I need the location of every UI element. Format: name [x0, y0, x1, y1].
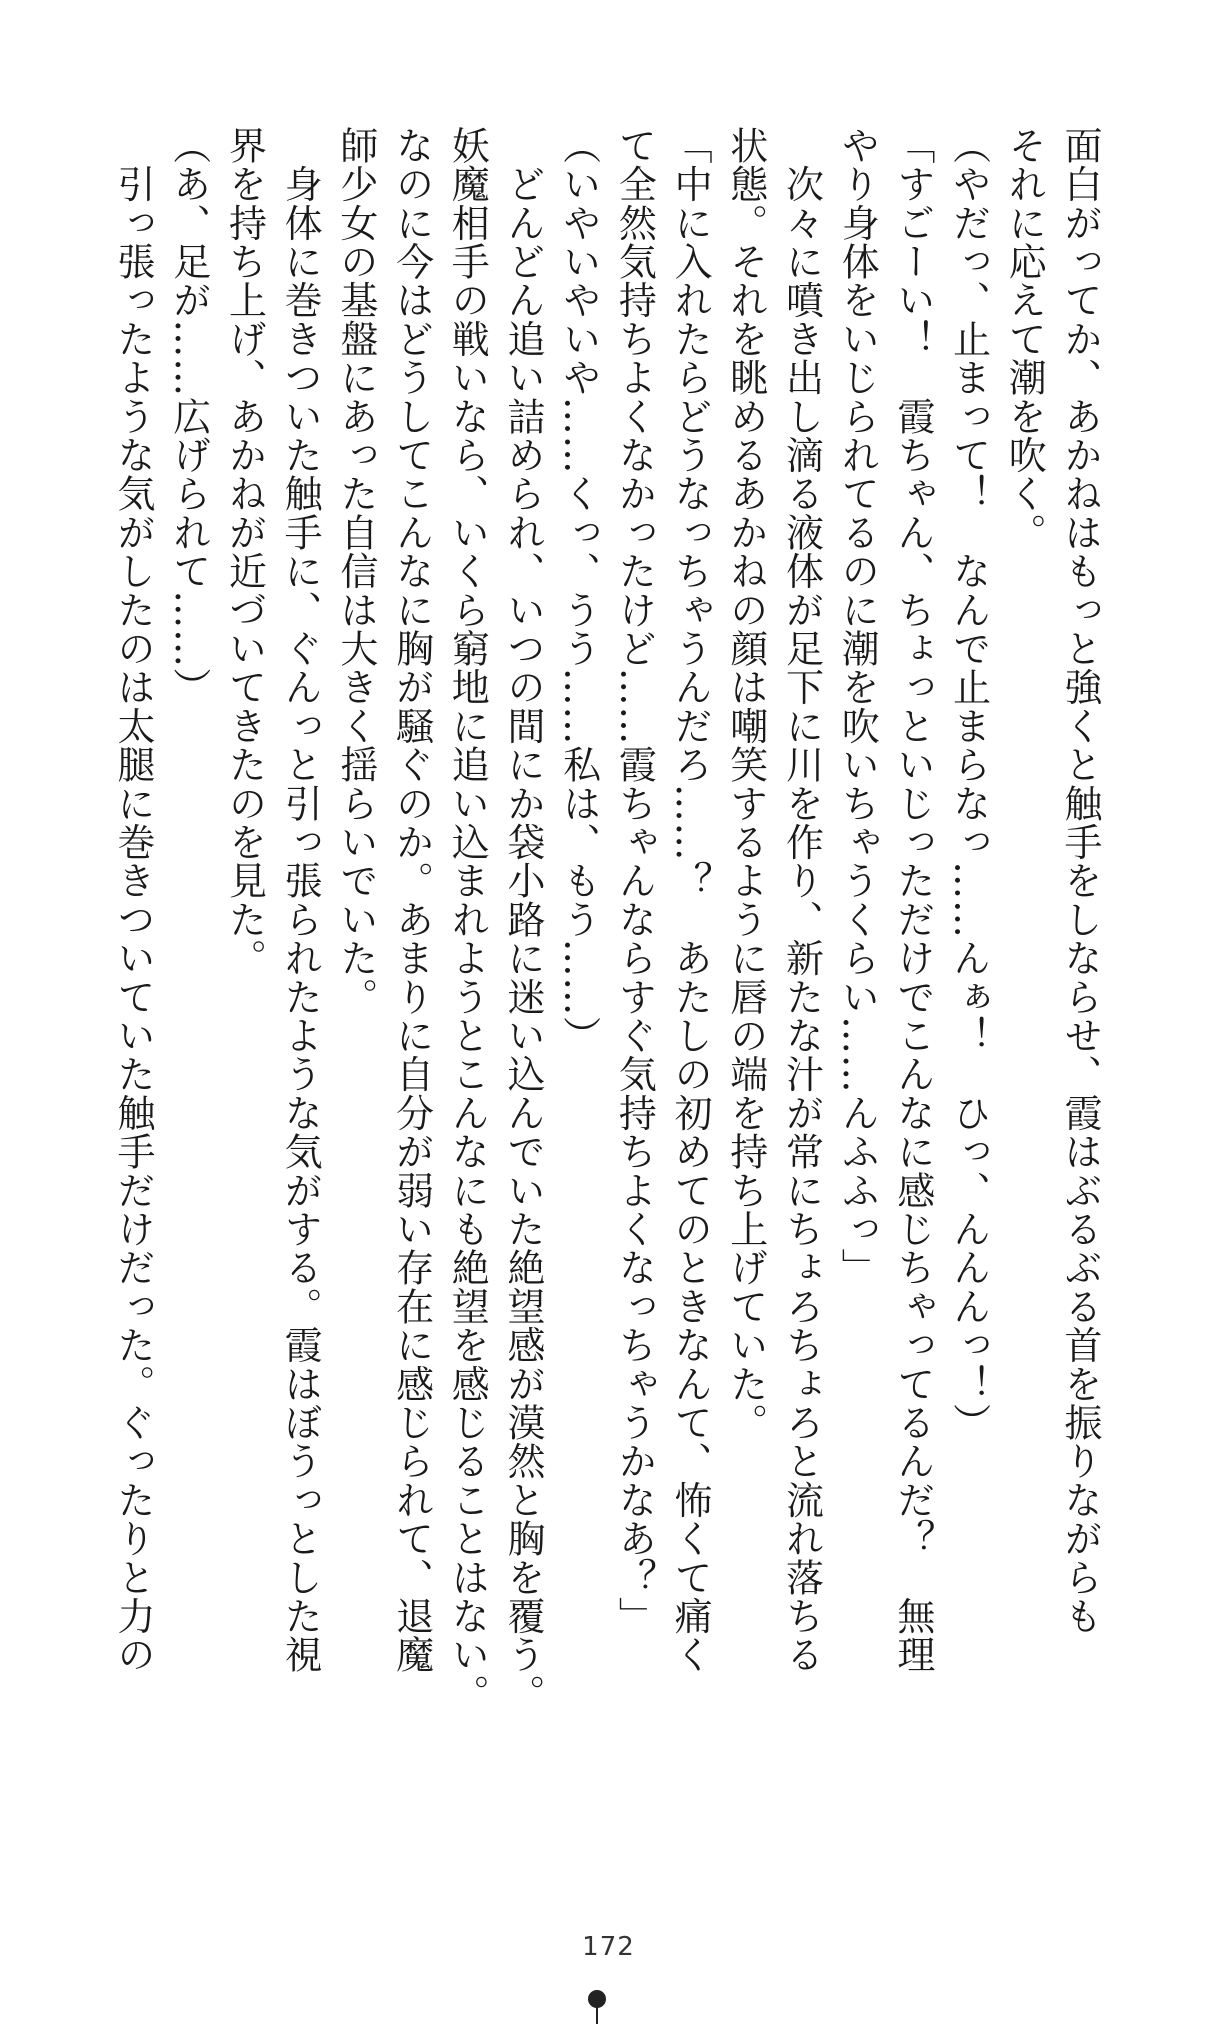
text-line: 妖魔相手の戦いなら、いくら窮地に追い込まれようとこんなにも絶望を感じることはない。 — [445, 126, 490, 1713]
page-number: 172 — [582, 1932, 635, 1962]
text-line: やり身体をいじられてるのに潮を吹いちゃうくらい……んふふっ」 — [835, 126, 880, 1287]
text-line: （いやいやいや……くっ、うう……私は、もう……） — [556, 126, 601, 1055]
text-line: それに応えて潮を吹く。 — [1002, 126, 1047, 552]
text-line: （やだっ、止まって！ なんで止まらなっ……んぁ！ ひっ、んんんっ！） — [946, 126, 991, 1442]
text-line: 「中に入れたらどうなっちゃうんだろ……？ あたしの初めてのときなんて、怖くて痛く — [668, 126, 713, 1674]
text-line: 界を持ち上げ、あかねが近づいてきたのを見た。 — [222, 126, 267, 978]
text-line: 「すごーい！ 霞ちゃん、ちょっといじっただけでこんなに感じちゃってるんだ？ 無理 — [890, 126, 935, 1674]
text-line: 師少女の基盤にあった自信は大きく揺らいでいた。 — [333, 126, 378, 1017]
text-line: なのに今はどうしてこんなに胸が騒ぐのか。あまりに自分が弱い存在に感じられて、退魔 — [389, 126, 434, 1674]
text-line: 身体に巻きついた触手に、ぐんっと引っ張られたような気がする。霞はぼうっとした視 — [278, 126, 323, 1674]
text-line: （あ、足が……広げられて……） — [166, 126, 211, 707]
text-line: 面白がってか、あかねはもっと強くと触手をしならせ、霞はぶるぶる首を振りながらも — [1058, 126, 1102, 1636]
text-line: 次々に噴き出し滴る液体が足下に川を作り、新たな汁が常にちょろちょろと流れ落ちる — [779, 126, 824, 1674]
text-line: 状態。それを眺めるあかねの顔は嘲笑するように唇の端を持ち上げていた。 — [723, 126, 768, 1442]
text-line: て全然気持ちよくなかったけど……霞ちゃんならすぐ気持ちよくなっちゃうかなあ？」 — [612, 126, 657, 1636]
text-line: 引っ張ったような気がしたのは太腿に巻きついていた触手だけだった。ぐったりと力の — [111, 126, 156, 1674]
page-marker-tail — [596, 2006, 598, 2024]
vertical-text-block — [111, 126, 1107, 1713]
text-line: どんどん追い詰められ、いつの間にか袋小路に迷い込んでいた絶望感が漠然と胸を覆う。 — [500, 126, 545, 1713]
